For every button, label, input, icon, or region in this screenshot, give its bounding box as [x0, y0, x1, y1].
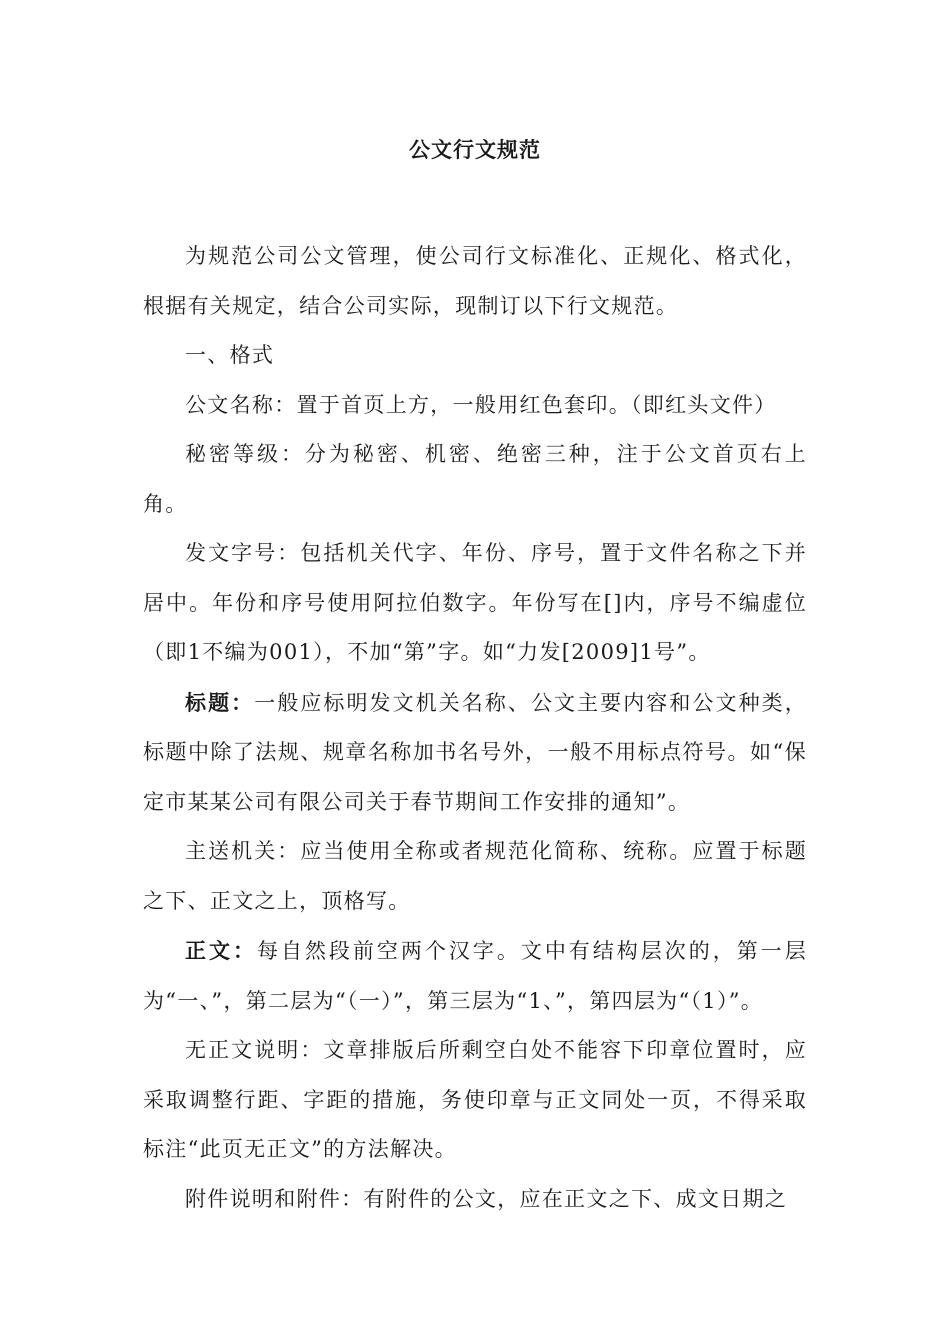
- paragraph-lead-label: 标题：: [185, 689, 255, 715]
- paragraph-title-rule: [143, 678, 807, 828]
- paragraph-recipient: [143, 827, 807, 926]
- paragraph-text: 主送机关：应当使用全称或者规范化简称、统称。应置于标题之下、正文之上，顶格写。: [143, 839, 807, 913]
- paragraph-text: 附件说明和附件：有附件的公文，应在正文之下、成文日期之: [185, 1186, 788, 1211]
- paragraph-text: 无正文说明：文章排版后所剩空白处不能容下印章位置时，应采取调整行距、字距的措施，务使印章与正文同处一页，不得采取标注“此页无正文”的方法解决。: [143, 1038, 807, 1161]
- paragraph-text: 一、格式: [185, 343, 275, 367]
- paragraph-body-rule: [143, 926, 807, 1026]
- paragraph-text: 发文字号：包括机关代字、年份、序号，置于文件名称之下并居中。年份和序号使用阿拉伯数字。年份写在[]内，序号不编虚位（即1不编为001），不加“第”字。如“力发[2009]1号”。: [143, 541, 807, 664]
- paragraph-text: 秘密等级：分为秘密、机密、绝密三种，注于公文首页右上角。: [143, 442, 807, 516]
- paragraph-text: 公文名称：置于首页上方，一般用红色套印。（即红头文件）: [185, 392, 777, 417]
- paragraph-lead-label: 正文：: [185, 938, 257, 963]
- section-heading-format: [143, 331, 807, 381]
- paragraph-no-body-note: [143, 1026, 807, 1175]
- document-body: [143, 232, 807, 1224]
- document-title: 公文行文规范: [409, 137, 541, 162]
- paragraph-text: 一般应标明发文机关名称、公文主要内容和公文种类，标题中除了法规、规章名称加书名号外，一般不用标点符号。如“保定市某某公司有限公司关于春节期间工作安排的通知”。: [143, 690, 807, 814]
- paragraph-secrecy-level: [143, 430, 807, 529]
- paragraph-document-number: [143, 529, 807, 678]
- paragraph-text: 每自然段前空两个汉字。文中有结构层次的，第一层为“一、”，第二层为“（一）”，第三层为“1、”，第四层为“（1）”。: [143, 939, 807, 1013]
- paragraph-document-name: [143, 381, 807, 431]
- paragraph-text: 为规范公司公文管理，使公司行文标准化、正规化、格式化，根据有关规定，结合公司实际，现制订以下行文规范。: [143, 244, 807, 318]
- paragraph-attachments: [143, 1175, 807, 1225]
- paragraph-intro: [143, 232, 807, 331]
